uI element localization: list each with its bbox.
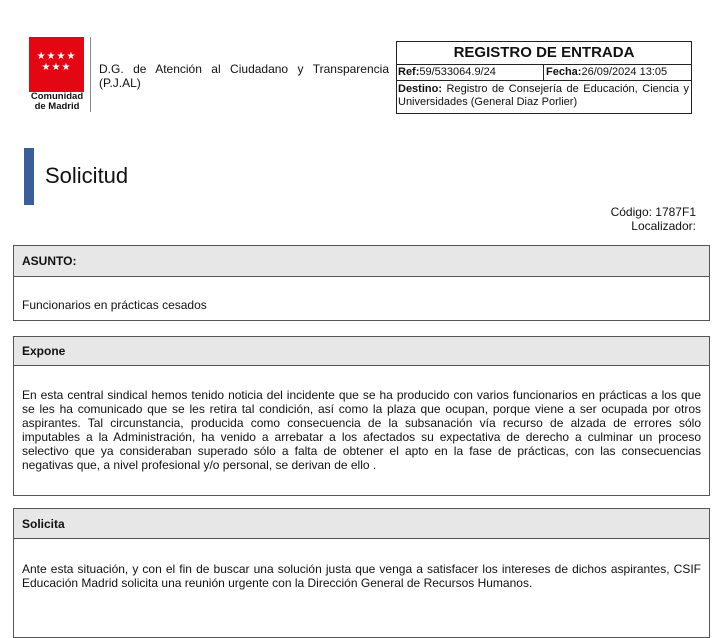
logo-stars-icon: ★★★★ ★★★: [36, 51, 77, 73]
header-divider: [90, 37, 91, 112]
section-expone: [13, 336, 710, 496]
section-expone-body: En esta central sindical hemos tenido noticia del incidente que se ha producido con varios funcionarios en prácticas a los que se les ha comunicado que se les retira tal condición, así como la plaza que ocupan, porque viene a ser ocupada por otros aspirantes. Tal circunstancia, producida como consecuencia de la subsanación vía recurso de alzada de errores sólo imputables a la Administración, ha venido a arrebatar a los afectados su expectativa de derecho a culminar un proceso selectivo que ya consideraban superado sólo a falta de obtener el apto en la fase de prácticas, con las consecuencias negativas que, a nivel profesional y/o personal, se derivan de ello .: [22, 388, 701, 472]
ref-label: Ref:: [398, 66, 420, 78]
department-name: D.G. de Atención al Ciudadano y Transparencia (P.J.AL): [99, 62, 389, 90]
comunidad-madrid-logo: [29, 37, 84, 92]
section-asunto-header: ASUNTO:: [14, 246, 709, 277]
registro-entrada-box: [396, 41, 692, 114]
localizador: Localizador:: [631, 219, 696, 233]
page-title: Solicitud: [45, 163, 129, 188]
logo-text-line2: de Madrid: [34, 101, 80, 112]
ref-value: 59/533064.9/24: [419, 66, 496, 78]
section-asunto-body: Funcionarios en prácticas cesados: [22, 298, 207, 312]
destino-value: Registro de Consejería de Educación, Ciencia y Universidades (General Diaz Porlier): [398, 83, 689, 108]
registro-ref: [397, 65, 544, 80]
destino-label: Destino:: [398, 83, 442, 95]
section-asunto: [13, 245, 710, 321]
logo-text-line1: Comunidad: [30, 91, 84, 102]
fecha-value: 26/09/2024 13:05: [581, 66, 668, 78]
fecha-label: Fecha:: [546, 66, 582, 78]
codigo: Código: 1787F1: [610, 205, 696, 219]
section-solicita-body: Ante esta situación, y con el fin de buscar una solución justa que venga a satisfacer los intereses de dichos aspirantes, CSIF Educación Madrid solicita una reunión urgente con la Dirección General de Recursos Humanos.: [22, 562, 701, 590]
registro-destino: [397, 81, 691, 109]
registro-fecha: [544, 65, 691, 80]
logo-text: [29, 92, 85, 112]
title-accent-bar: [24, 148, 34, 205]
section-solicita-header: Solicita: [14, 509, 709, 539]
section-solicita: [13, 508, 710, 638]
registro-ref-row: [397, 65, 691, 81]
registro-title: REGISTRO DE ENTRADA: [397, 42, 691, 65]
codigo-block: [611, 205, 696, 233]
section-expone-header: Expone: [14, 337, 709, 366]
